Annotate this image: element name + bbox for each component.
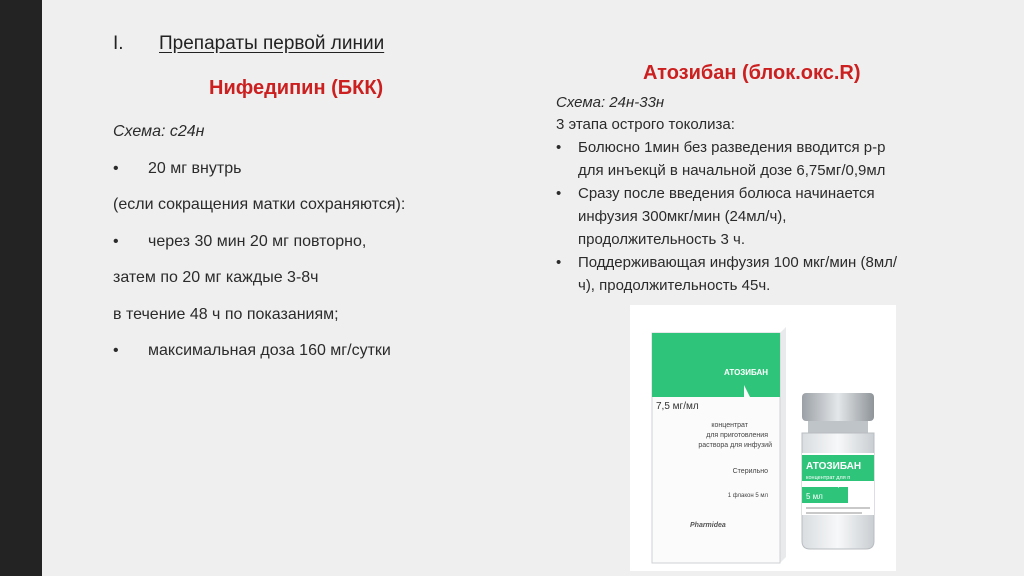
atosiban-bullet: • Болюсно 1мин без разведения вводится р-р для инъекцй в начальной дозе 6,75мг/0,9мл [556, 139, 886, 179]
box-text-1: концентрат [711, 422, 748, 429]
atosiban-title: Атозибан (блок.окс.R) [643, 62, 861, 84]
box-dose: 7,5 мг/мл [656, 401, 699, 412]
nifedipine-title: Нифедипин (БКК) [209, 77, 384, 99]
nifedipine-line: затем по 20 мг каждые 3-8ч [113, 269, 319, 286]
atosiban-product-photo [630, 305, 896, 571]
vial [802, 393, 874, 549]
box-text-3: раствора для инфузий [698, 442, 772, 449]
atosiban-bullet: • Сразу после введения болюса начинается инфузия 300мкг/мин (24мл/ч), продолжительность 3 ч. [556, 185, 875, 248]
nifedipine-line: (если сокращения матки сохраняются): [113, 196, 406, 213]
vial-text: концентрат для п [806, 475, 851, 481]
atosiban-scheme-label: Схема: 24н-33н [556, 94, 665, 111]
product-box [652, 327, 786, 563]
atosiban-bullet: • Поддерживающая инфузия 100 мкг/мин (8мл/ ч), продолжительность 45ч. [556, 254, 898, 294]
box-brand: АТОЗИБАН [724, 368, 769, 377]
box-sterile: Стерильно [732, 468, 768, 475]
nifedipine-scheme-label: Схема: с24н [113, 123, 205, 140]
nifedipine-line: в течение 48 ч по показаниям; [113, 305, 339, 323]
vial-brand: АТОЗИБАН [806, 461, 862, 472]
nifedipine-line: • 20 мг внутрь [113, 159, 242, 177]
nifedipine-line: • максимальная доза 160 мг/сутки [113, 342, 391, 359]
nifedipine-scheme [113, 114, 543, 370]
vial-text-2: раствор [838, 483, 859, 489]
vial-volume: 5 мл [806, 492, 823, 501]
box-text-2: для приготовления [706, 432, 768, 439]
section-title: Препараты первой линии [159, 33, 385, 54]
nifedipine-line: • через 30 мин 20 мг повторно, [113, 232, 367, 250]
left-accent-bar [0, 0, 42, 576]
box-maker: Pharmidea [690, 522, 726, 529]
section-heading [113, 33, 384, 55]
section-number: I. [113, 33, 124, 54]
atosiban-scheme [556, 92, 976, 297]
atosiban-intro: 3 этапа острого токолиза: [556, 116, 735, 133]
box-pack: 1 флакон 5 мл [727, 493, 768, 499]
